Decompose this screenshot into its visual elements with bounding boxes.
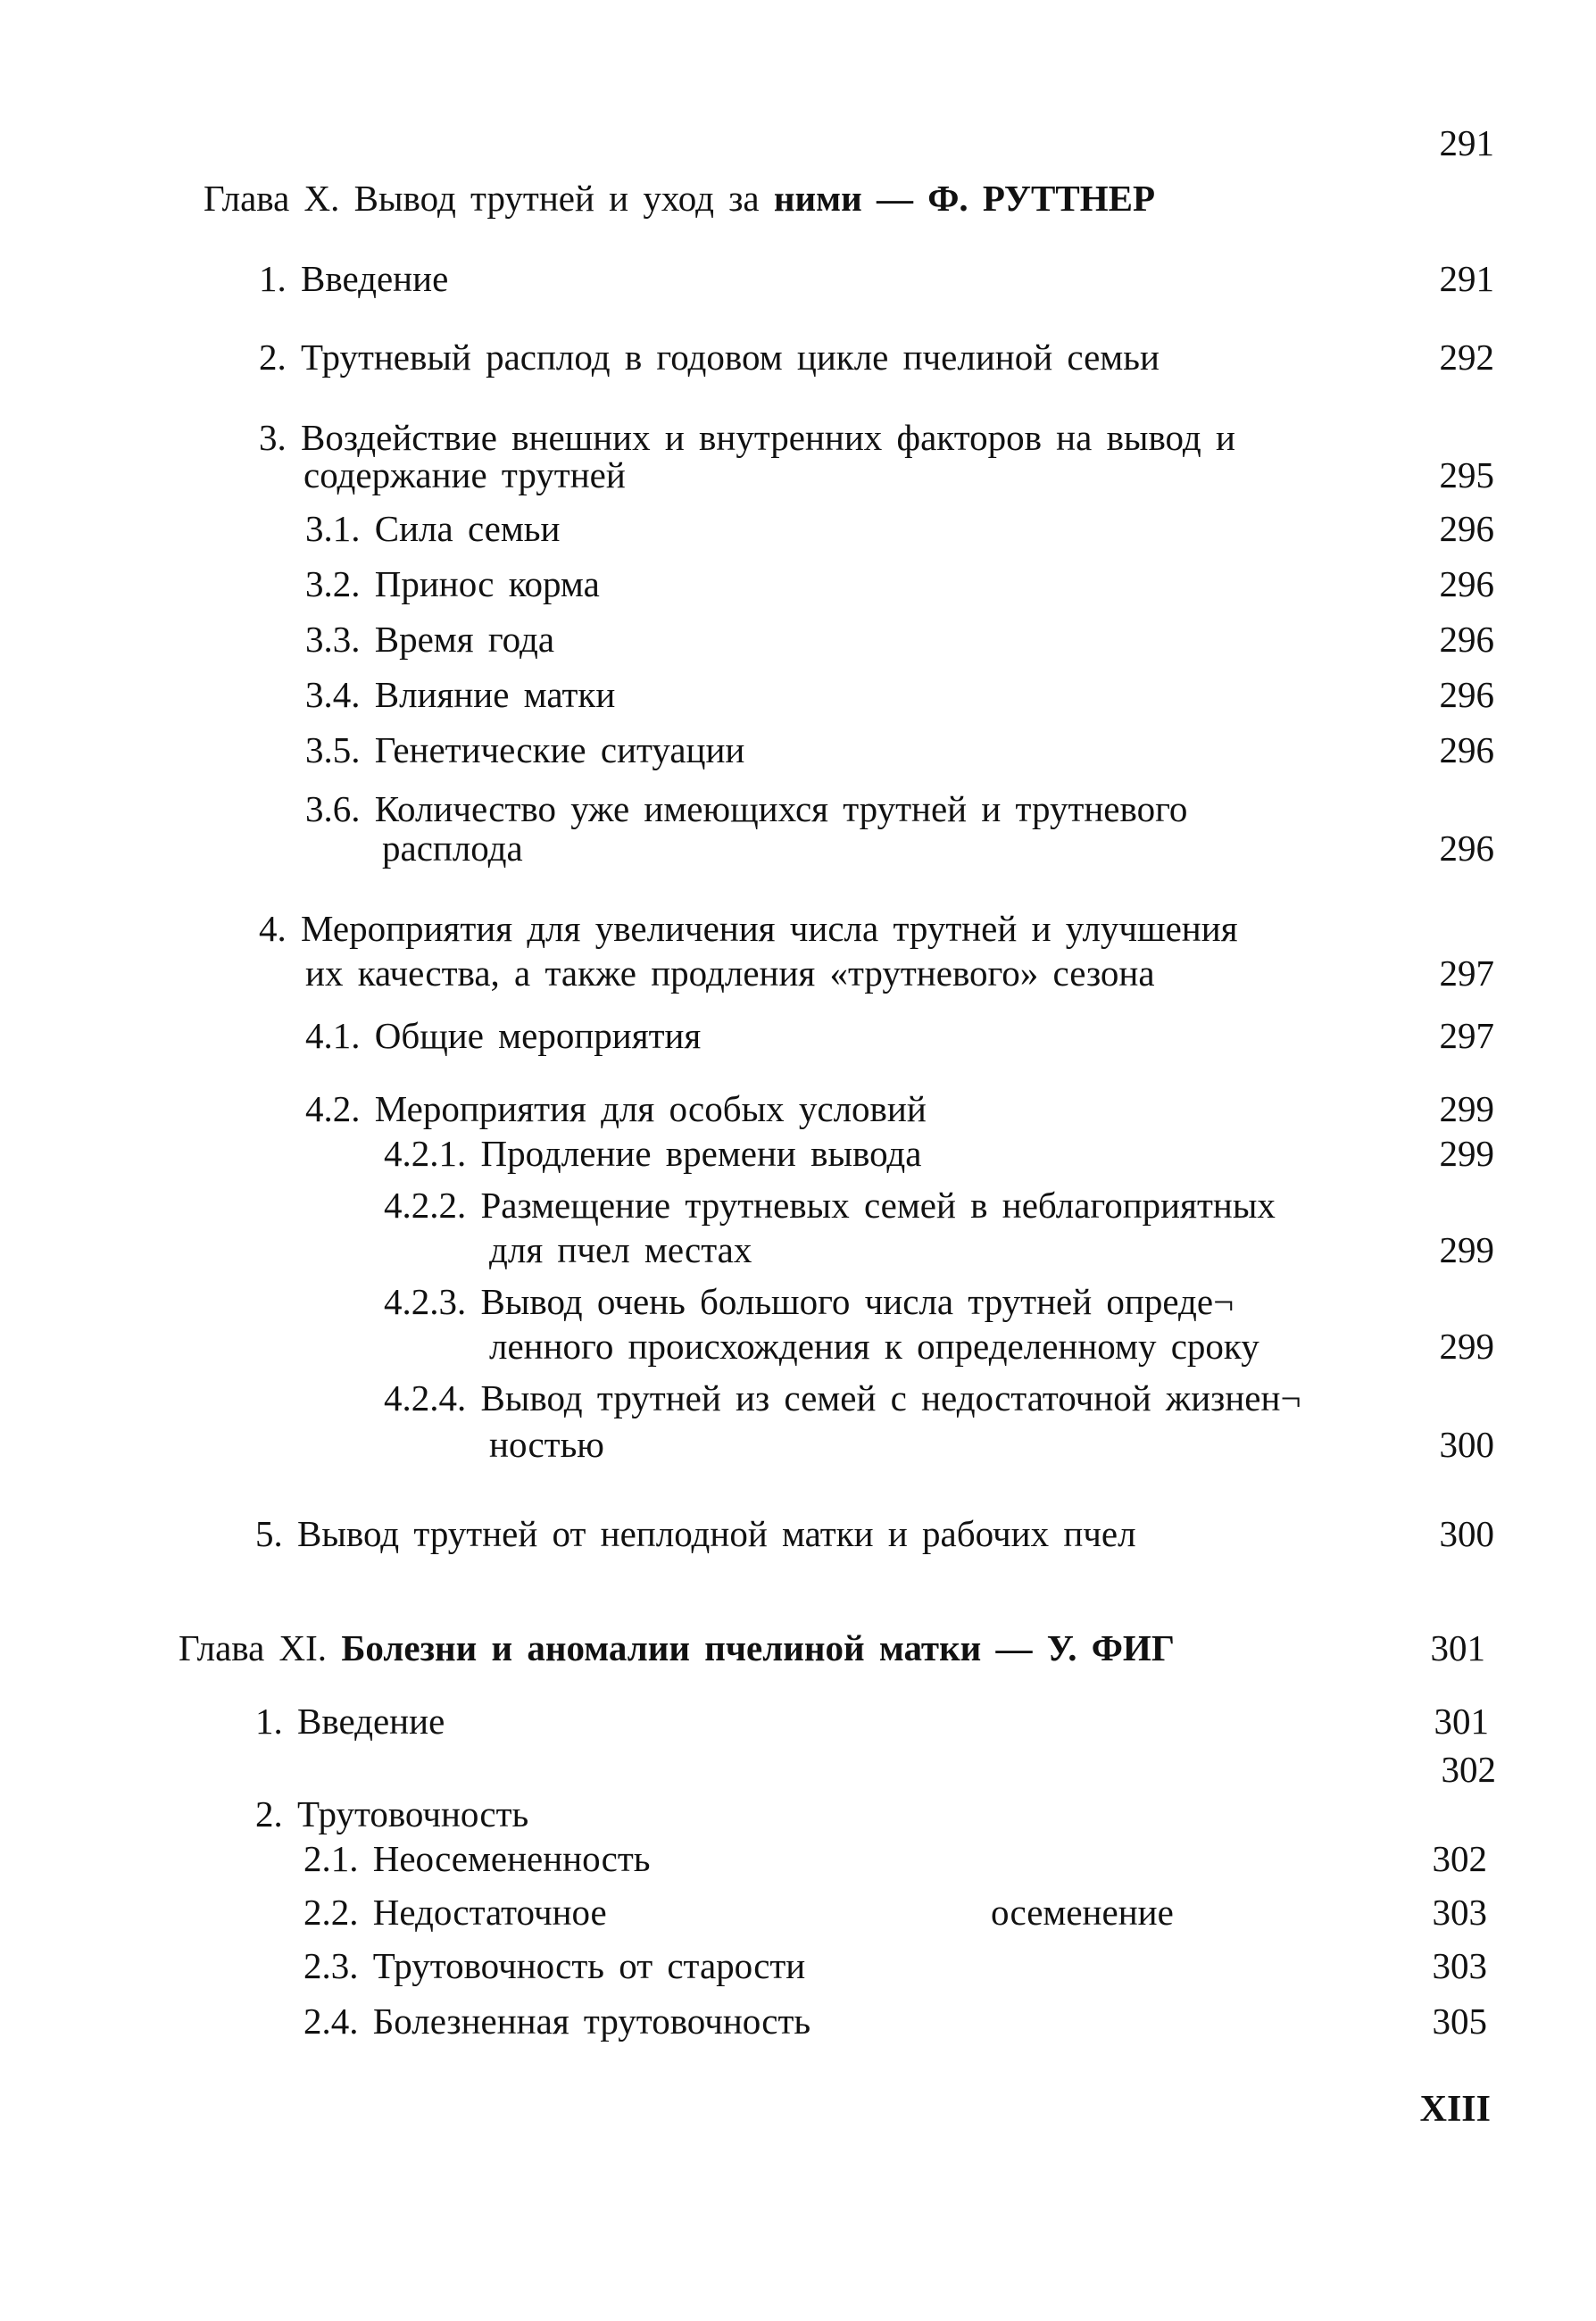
toc-entry-11-2: 2. Трутовочность [255, 1793, 529, 1834]
toc-entry-10-3-line1: 3. Воздействие внешних и внутренних факторов на вывод и [259, 417, 1235, 458]
toc-page-10-4-2-3: 299 [1439, 1326, 1494, 1367]
toc-page-10-5: 300 [1439, 1513, 1494, 1554]
toc-entry-11-2-1: 2.1. Неосемененность [303, 1838, 651, 1879]
toc-entry-11-2-3: 2.3. Трутовочность от старости [303, 1945, 806, 1986]
toc-entry-10-3-6-line2: расплода [382, 828, 523, 869]
toc-entry-10-3-4: 3.4. Влияние матки [305, 674, 616, 715]
toc-entry-10-3-5: 3.5. Генетические ситуации [305, 729, 745, 770]
toc-page-10-1: 291 [1439, 258, 1494, 299]
toc-entry-10-4-line2: их качества, а также продления «трутневого» сезона [305, 953, 1155, 994]
toc-page-11-2: 302 [1441, 1749, 1496, 1790]
toc-page-10-4-2-2: 299 [1439, 1229, 1494, 1270]
chapter-11-title: Болезни и аномалии пчелиной матки — У. ФИГ [341, 1627, 1175, 1668]
toc-page-10-3-1: 296 [1439, 508, 1494, 549]
toc-page-10-3-6: 296 [1439, 828, 1494, 869]
toc-page-10-3-3: 296 [1439, 619, 1494, 660]
toc-entry-11-2-4: 2.4. Болезненная трутовочность [303, 2001, 811, 2042]
toc-page-11-2-4: 305 [1432, 2001, 1487, 2042]
toc-page-10-2: 292 [1439, 337, 1494, 378]
toc-entry-10-4-2-2-line2: для пчел местах [489, 1229, 752, 1270]
toc-entry-10-3-3: 3.3. Время года [305, 619, 555, 660]
top-page-number: 291 [1439, 122, 1494, 163]
toc-entry-10-3-6-line1: 3.6. Количество уже имеющихся трутней и трутневого [305, 788, 1188, 829]
toc-entry-10-4-2-1: 4.2.1. Продление времени вывода [384, 1133, 922, 1174]
toc-entry-10-1: 1. Введение [259, 258, 449, 299]
toc-page-10-4: 297 [1439, 953, 1494, 994]
toc-entry-10-4-2-3-line2: ленного происхождения к определенному сроку [489, 1326, 1259, 1367]
toc-page-10-4-1: 297 [1439, 1015, 1494, 1056]
toc-page-11-2-2: 303 [1432, 1892, 1487, 1933]
toc-page-10-3-2: 296 [1439, 563, 1494, 604]
toc-entry-10-5: 5. Вывод трутней от неплодной матки и рабочих пчел [255, 1513, 1136, 1554]
toc-page-10-4-2-1: 299 [1439, 1133, 1494, 1174]
toc-entry-10-4-line1: 4. Мероприятия для увеличения числа трутней и улучшения [259, 908, 1238, 949]
toc-page-10-3: 295 [1439, 454, 1494, 495]
toc-entry-10-4-1: 4.1. Общие мероприятия [305, 1015, 702, 1056]
toc-entry-10-2: 2. Трутневый расплод в годовом цикле пчелиной семьи [259, 337, 1160, 378]
chapter-10-prefix: Глава X. Вывод трутней и уход за [204, 178, 774, 219]
toc-page-11-1: 301 [1434, 1701, 1489, 1742]
chapter-10-bold-word: ними [773, 178, 862, 219]
chapter-10-author: — Ф. РУТТНЕР [876, 178, 1155, 219]
toc-entry-11-2-2-a: 2.2. Недостаточное [303, 1892, 607, 1933]
toc-page-10-3-5: 296 [1439, 729, 1494, 770]
chapter-11-page: 301 [1430, 1627, 1485, 1668]
toc-page-10-4-2-4: 300 [1439, 1424, 1494, 1465]
toc-entry-10-4-2-4-line2: ностью [489, 1424, 604, 1465]
chapter-10-heading [204, 180, 1155, 217]
toc-page-10-3-4: 296 [1439, 674, 1494, 715]
toc-entry-11-1: 1. Введение [255, 1701, 445, 1742]
toc-entry-10-4-2: 4.2. Мероприятия для особых условий [305, 1088, 927, 1129]
toc-entry-10-3-line2: содержание трутней [303, 454, 626, 495]
toc-entry-10-3-2: 3.2. Принос корма [305, 563, 600, 604]
toc-entry-10-4-2-2-line1: 4.2.2. Размещение трутневых семей в неблагоприятных [384, 1185, 1276, 1226]
page-number-roman: XIII [1419, 2089, 1491, 2130]
toc-page-11-2-3: 303 [1432, 1945, 1487, 1986]
toc-entry-10-4-2-4-line1: 4.2.4. Вывод трутней из семей с недостаточной жизнен¬ [384, 1377, 1301, 1418]
toc-entry-10-3-1: 3.1. Сила семьи [305, 508, 561, 549]
toc-page-10-4-2: 299 [1439, 1088, 1494, 1129]
toc-page-11-2-1: 302 [1432, 1838, 1487, 1879]
toc-entry-11-2-2-b: осеменение [991, 1892, 1174, 1933]
chapter-11-prefix: Глава XI. [179, 1627, 342, 1668]
chapter-11-heading [179, 1627, 1175, 1668]
toc-entry-10-4-2-3-line1: 4.2.3. Вывод очень большого числа трутней опреде¬ [384, 1281, 1234, 1322]
